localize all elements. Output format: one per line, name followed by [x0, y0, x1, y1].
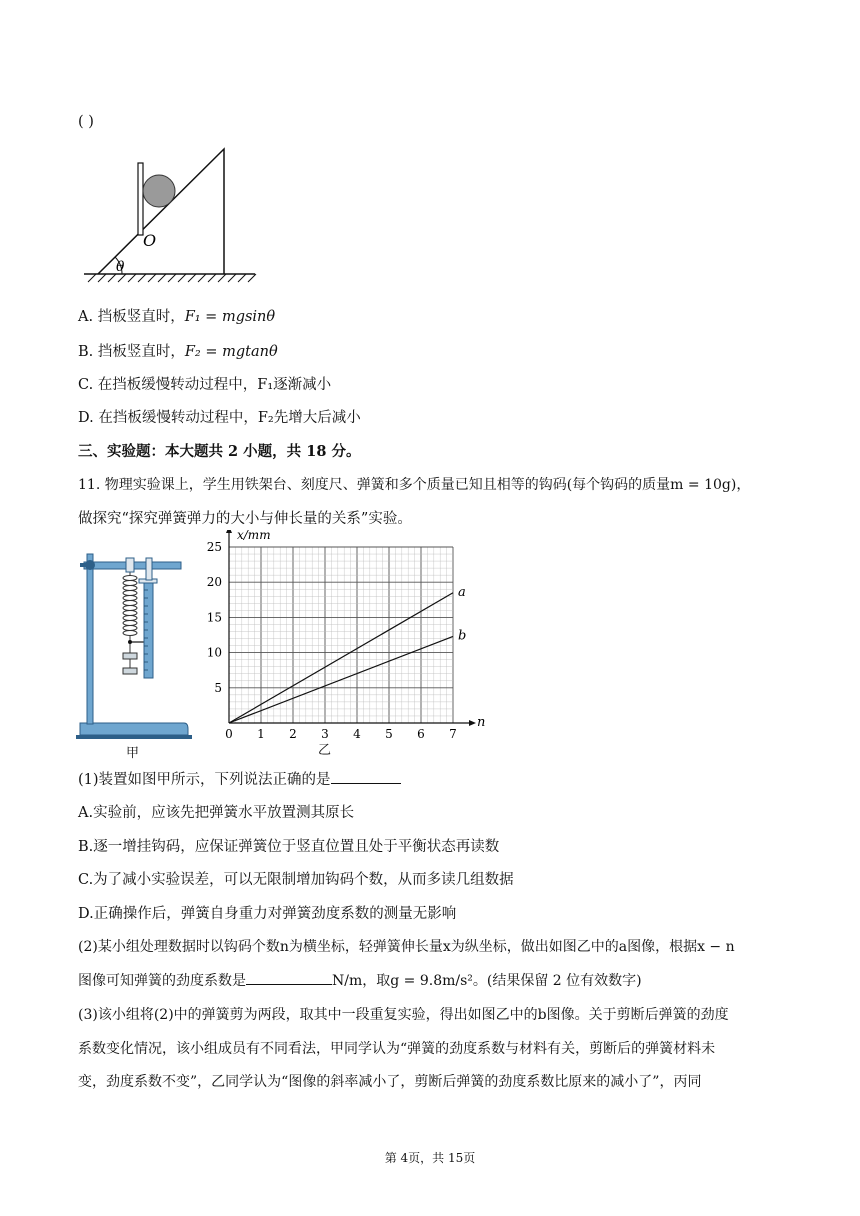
y-tick-label: 15 — [206, 610, 222, 625]
x-tick-label: 5 — [385, 727, 393, 741]
q11-option-b: B.逐一增挂钩码，应保证弹簧位于竖直位置且处于平衡状态再读数 — [78, 839, 500, 855]
series-line-a — [229, 593, 453, 723]
answer-blank-2[interactable] — [246, 970, 332, 985]
label-theta: θ — [116, 259, 125, 275]
fig-yi-label: 乙 — [318, 743, 332, 758]
q11-line1: 11. 物理实验课上，学生用铁架台、刻度尺、弹簧和多个质量已知且相等的钩码(每个钩码的质量m = 10g)， — [78, 477, 751, 493]
q11-part2-text-b: N/m，取g = 9.8m/s²。(结果保留 2 位有效数字) — [332, 973, 642, 989]
answer-bracket: ( ) — [78, 114, 94, 130]
q11-part2-line1: (2)某小组处理数据时以钩码个数n为横坐标，轻弹簧伸长量x为纵坐标，做出如图乙中的a图像，根据x − n — [78, 939, 735, 955]
q11-option-a: A.实验前，应该先把弹簧水平放置测其原长 — [78, 805, 355, 821]
q11-part2-line2 — [78, 970, 642, 990]
y-axis-arrow — [226, 530, 232, 533]
y-tick-label: 25 — [206, 540, 222, 554]
xn-chart — [196, 530, 486, 750]
option-c-prefix: C. 在挡板缓慢转动过程中， — [78, 377, 258, 393]
y-tick-label: 5 — [214, 680, 222, 695]
option-c-formula: F₁逐渐减小 — [257, 377, 332, 393]
option-b-formula: F₂ = mgtanθ — [184, 344, 278, 360]
q11-line2: 做探究“探究弹簧弹力的大小与伸长量的关系”实验。 — [78, 511, 412, 527]
option-c — [78, 373, 331, 394]
baffle-plate — [138, 163, 143, 235]
x-tick-label: 4 — [353, 727, 361, 741]
stand-rod — [87, 554, 93, 724]
stand-base — [76, 723, 192, 739]
option-b-prefix: B. 挡板竖直时， — [78, 344, 185, 360]
x-axis-arrow — [469, 720, 476, 726]
apparatus-figure — [76, 546, 196, 746]
q11-option-d: D.正确操作后，弹簧自身重力对弹簧劲度系数的测量无影响 — [78, 906, 457, 922]
q11-part3-line2: 系数变化情况，该小组成员有不同看法，甲同学认为“弹簧的劲度系数与材料有关，剪断后的弹簧材料未 — [78, 1041, 716, 1057]
spring — [123, 569, 137, 642]
option-d-prefix: D. 在挡板缓慢转动过程中， — [78, 410, 258, 426]
x-tick-label: 0 — [225, 727, 233, 741]
q11-part1-text: (1)装置如图甲所示，下列说法正确的是 — [78, 772, 331, 788]
q11-option-c: C.为了减小实验误差，可以无限制增加钩码个数，从而多读几组数据 — [78, 872, 514, 888]
q11-part3-line1: (3)该小组将(2)中的弹簧剪为两段，取其中一段重复实验，得出如图乙中的b图像。关于剪断后弹簧的劲度 — [78, 1007, 729, 1023]
option-a — [78, 305, 275, 326]
q11-part2-text-a: 图像可知弹簧的劲度系数是 — [78, 973, 246, 989]
fig-jia-label: 甲 — [126, 746, 140, 761]
x-tick-label: 1 — [257, 727, 265, 741]
x-axis-label: n — [477, 715, 486, 730]
y-axis-label: x/mm — [237, 530, 271, 542]
section-heading: 三、实验题：本大题共 2 小题，共 18 分。 — [78, 443, 361, 460]
ground-hatch — [88, 274, 256, 282]
x-tick-label: 7 — [449, 727, 457, 741]
option-d-formula: F₂先增大后减小 — [257, 410, 361, 426]
option-d — [78, 406, 361, 427]
x-tick-label: 3 — [321, 727, 329, 741]
option-a-prefix: A. 挡板竖直时， — [78, 309, 185, 325]
y-tick-label: 20 — [206, 575, 222, 590]
series-line-b — [229, 636, 453, 723]
x-tick-label: 6 — [417, 727, 425, 741]
ruler — [139, 579, 157, 678]
ball — [143, 175, 175, 207]
q11-part1 — [78, 768, 401, 789]
ruler-clamp — [146, 558, 152, 580]
series-label-a: a — [458, 584, 466, 600]
incline-figure — [80, 145, 260, 285]
spring-clamp — [126, 558, 134, 572]
incline-triangle — [98, 149, 224, 274]
q11-part3-line3: 变，劲度系数不变”，乙同学认为“图像的斜率减小了，剪断后弹簧的劲度系数比原来的减小了”，丙同 — [78, 1074, 702, 1090]
page-footer: 第 4页，共 15页 — [384, 1151, 476, 1165]
x-tick-label: 2 — [289, 727, 297, 741]
option-a-formula: F₁ = mgsinθ — [184, 309, 276, 325]
series-label-b: b — [458, 628, 467, 644]
label-O: O — [143, 231, 157, 250]
option-b — [78, 340, 278, 361]
answer-blank-1[interactable] — [331, 769, 401, 784]
hooked-weights — [123, 644, 137, 674]
y-tick-label: 10 — [206, 645, 222, 660]
